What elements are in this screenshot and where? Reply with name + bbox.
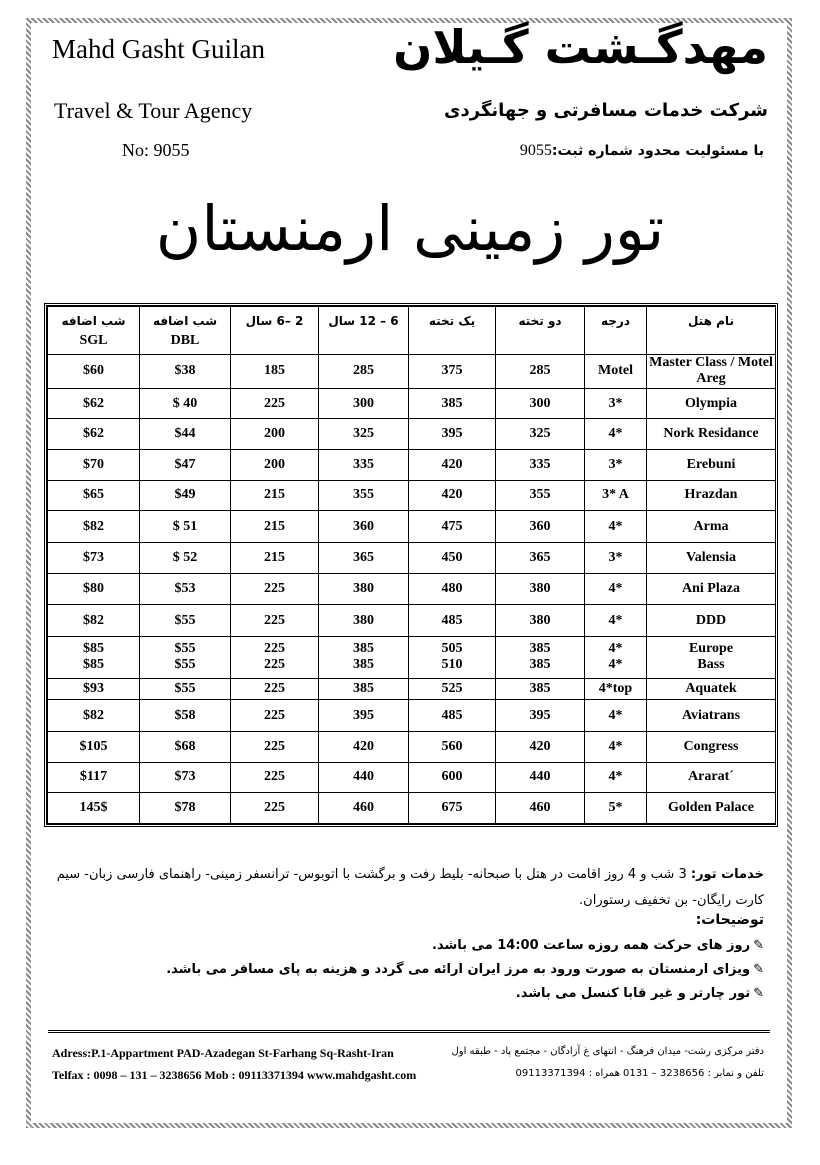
- cell-grade: 3* A: [585, 480, 647, 511]
- cell-child-2-6: 215: [231, 511, 319, 543]
- table-row: [48, 419, 776, 450]
- cell-extra-dbl: $38: [140, 355, 231, 389]
- cell-single: 420: [409, 480, 496, 511]
- cell-grade: 4*top: [585, 678, 647, 699]
- header-grade: درجه: [585, 307, 647, 355]
- bullet-icon: ✎: [753, 986, 764, 1001]
- header-extra-sgl-sub: SGL: [79, 333, 108, 348]
- cell-extra-sgl: $105: [48, 731, 140, 762]
- footer-divider: [48, 1030, 770, 1033]
- cell-child-2-6: 225: [231, 731, 319, 762]
- cell-double: 420: [496, 731, 585, 762]
- cell-extra-dbl: $78: [140, 793, 231, 824]
- cell-single: 395: [409, 419, 496, 450]
- cell-extra-dbl: $47: [140, 450, 231, 481]
- tour-title: تور زمینی ارمنستان: [155, 192, 665, 265]
- bullet-icon: ✎: [753, 962, 764, 977]
- persian-company-name: مهدگـشت گـیلان: [393, 20, 768, 74]
- cell-extra-sgl: $60: [48, 355, 140, 389]
- cell-hotel: Aquatek: [647, 678, 776, 699]
- cell-single: 505 510: [409, 636, 496, 678]
- header-hotel: نام هتل: [647, 307, 776, 355]
- cell-double: 440: [496, 762, 585, 793]
- bullet-icon: ✎: [753, 938, 764, 953]
- persian-address: دفتر مرکزی رشت- میدان فرهنگ - انتهای غ آزادگان - مجتمع پاد - طبقه اول: [451, 1046, 764, 1057]
- cell-child-2-6: 200: [231, 419, 319, 450]
- cell-grade: 4*: [585, 605, 647, 637]
- persian-company-subtitle: شرکت خدمات مسافرتی و جهانگردی: [444, 100, 768, 121]
- cell-single: 480: [409, 573, 496, 605]
- cell-extra-dbl: $44: [140, 419, 231, 450]
- cell-extra-sgl: $82: [48, 511, 140, 543]
- notes-title: توضیحات:: [695, 912, 764, 928]
- cell-extra-dbl: $73: [140, 762, 231, 793]
- note-item: ✎تور چارتر و غیر قابا کنسل می باشد.: [515, 986, 764, 1001]
- cell-hotel: Ararat´: [647, 762, 776, 793]
- header-extra-dbl-label: شب اضافه: [152, 314, 218, 328]
- cell-extra-sgl: $80: [48, 573, 140, 605]
- cell-extra-sgl: 145$: [48, 793, 140, 824]
- cell-double: 385: [496, 678, 585, 699]
- cell-grade: 4* 4*: [585, 636, 647, 678]
- cell-child-6-12: 420: [319, 731, 409, 762]
- table-row: [48, 573, 776, 605]
- cell-grade: 4*: [585, 731, 647, 762]
- cell-child-2-6: 215: [231, 480, 319, 511]
- note-item: ✎روز های حرکت همه روزه ساعت 14:00 می باشد.: [432, 938, 764, 953]
- cell-single: 420: [409, 450, 496, 481]
- table-row: [48, 542, 776, 573]
- cell-hotel: Master Class / Motel Areg: [647, 355, 776, 389]
- cell-hotel: DDD: [647, 605, 776, 637]
- cell-child-6-12: 380: [319, 605, 409, 637]
- persian-contact: تلفن و نمابر : 3238656 – 0131 همراه : 09113371394: [515, 1068, 764, 1079]
- cell-child-6-12: 385 385: [319, 636, 409, 678]
- cell-child-2-6: 225 225: [231, 636, 319, 678]
- cell-grade: 5*: [585, 793, 647, 824]
- table-row: [48, 793, 776, 824]
- services-label: خدمات تور:: [690, 867, 764, 882]
- cell-child-6-12: 360: [319, 511, 409, 543]
- cell-child-6-12: 365: [319, 542, 409, 573]
- table-row: [48, 605, 776, 637]
- table-row: [48, 636, 776, 678]
- cell-child-6-12: 285: [319, 355, 409, 389]
- cell-extra-dbl: $55 $55: [140, 636, 231, 678]
- cell-child-2-6: 225: [231, 573, 319, 605]
- table-row: [48, 511, 776, 543]
- header-extra-sgl-label: شب اضافه: [61, 314, 126, 328]
- cell-extra-sgl: $62: [48, 388, 140, 419]
- services-text: 3 شب و 4 روز اقامت در هتل با صبحانه- بلیط رفت و برگشت با اتوبوس- ترانسفر زمینی- راهنمای فارسی زبان- سیم کارت رایگان- بن تخفیف رستوران.: [56, 867, 764, 908]
- cell-child-2-6: 225: [231, 605, 319, 637]
- cell-extra-sgl: $73: [48, 542, 140, 573]
- cell-extra-sgl: $62: [48, 419, 140, 450]
- price-table: [47, 306, 776, 824]
- cell-grade: 3*: [585, 542, 647, 573]
- cell-hotel: Hrazdan: [647, 480, 776, 511]
- cell-child-2-6: 200: [231, 450, 319, 481]
- english-company-name: Mahd Gasht Guilan: [52, 34, 265, 64]
- cell-extra-sgl: $82: [48, 605, 140, 637]
- english-registration-number: No: 9055: [122, 140, 190, 160]
- cell-hotel: Arma: [647, 511, 776, 543]
- cell-hotel: Ani Plaza: [647, 573, 776, 605]
- cell-hotel: Europe Bass: [647, 636, 776, 678]
- cell-double: 355: [496, 480, 585, 511]
- cell-double: 360: [496, 511, 585, 543]
- cell-extra-dbl: $49: [140, 480, 231, 511]
- table-header-row: [48, 307, 776, 355]
- cell-double: 380: [496, 573, 585, 605]
- cell-grade: 4*: [585, 700, 647, 732]
- price-table-container: [44, 303, 778, 827]
- cell-hotel: Erebuni: [647, 450, 776, 481]
- cell-extra-dbl: $68: [140, 731, 231, 762]
- header-child-6-12: 6 – 12 سال: [319, 307, 409, 355]
- cell-grade: 4*: [585, 511, 647, 543]
- cell-double: 385 385: [496, 636, 585, 678]
- cell-grade: 3*: [585, 450, 647, 481]
- cell-child-2-6: 225: [231, 762, 319, 793]
- cell-single: 485: [409, 700, 496, 732]
- cell-single: 485: [409, 605, 496, 637]
- cell-grade: 3*: [585, 388, 647, 419]
- header-child-2-6: 2 –6 سال: [231, 307, 319, 355]
- cell-child-2-6: 215: [231, 542, 319, 573]
- cell-extra-sgl: $85 $85: [48, 636, 140, 678]
- cell-child-6-12: 385: [319, 678, 409, 699]
- cell-extra-sgl: $65: [48, 480, 140, 511]
- note-item: ✎ویزای ارمنستان به صورت ورود به مرز ایران ارائه می گردد و هزینه به پای مسافر می باشد.: [166, 962, 764, 977]
- cell-hotel: Aviatrans: [647, 700, 776, 732]
- english-agency-subtitle: Travel & Tour Agency: [54, 98, 253, 123]
- cell-single: 675: [409, 793, 496, 824]
- cell-double: 335: [496, 450, 585, 481]
- cell-grade: 4*: [585, 573, 647, 605]
- header-double: دو تخته: [496, 307, 585, 355]
- cell-extra-sgl: $70: [48, 450, 140, 481]
- header-extra-sgl: [48, 307, 140, 355]
- table-row: [48, 678, 776, 699]
- cell-grade: Motel: [585, 355, 647, 389]
- cell-child-2-6: 225: [231, 793, 319, 824]
- cell-child-2-6: 225: [231, 388, 319, 419]
- persian-registration-number: 9055: [519, 142, 552, 159]
- table-row: [48, 450, 776, 481]
- cell-single: 475: [409, 511, 496, 543]
- cell-double: 395: [496, 700, 585, 732]
- cell-child-6-12: 460: [319, 793, 409, 824]
- header-extra-dbl-sub: DBL: [170, 333, 200, 348]
- cell-extra-dbl: $ 40: [140, 388, 231, 419]
- tour-services: [54, 862, 764, 914]
- cell-extra-dbl: $55: [140, 678, 231, 699]
- cell-extra-sgl: $117: [48, 762, 140, 793]
- cell-double: 325: [496, 419, 585, 450]
- cell-child-2-6: 225: [231, 700, 319, 732]
- header-single: یک تخته: [409, 307, 496, 355]
- cell-extra-dbl: $ 52: [140, 542, 231, 573]
- cell-extra-sgl: $93: [48, 678, 140, 699]
- cell-child-6-12: 380: [319, 573, 409, 605]
- cell-child-6-12: 355: [319, 480, 409, 511]
- cell-grade: 4*: [585, 419, 647, 450]
- cell-double: 460: [496, 793, 585, 824]
- cell-extra-dbl: $58: [140, 700, 231, 732]
- table-row: [48, 388, 776, 419]
- cell-double: 380: [496, 605, 585, 637]
- english-address: Adress:P.1-Appartment PAD-Azadegan St-Farhang Sq-Rasht-Iran: [52, 1046, 394, 1060]
- cell-single: 450: [409, 542, 496, 573]
- cell-single: 525: [409, 678, 496, 699]
- persian-registration-label: با مسئولیت محدود شماره ثبت:: [551, 143, 764, 159]
- cell-child-6-12: 440: [319, 762, 409, 793]
- header-extra-dbl: [140, 307, 231, 355]
- table-row: [48, 355, 776, 389]
- cell-child-2-6: 185: [231, 355, 319, 389]
- cell-child-6-12: 300: [319, 388, 409, 419]
- table-row: [48, 731, 776, 762]
- cell-extra-sgl: $82: [48, 700, 140, 732]
- cell-single: 560: [409, 731, 496, 762]
- cell-hotel: Valensia: [647, 542, 776, 573]
- cell-child-6-12: 325: [319, 419, 409, 450]
- cell-hotel: Golden Palace: [647, 793, 776, 824]
- cell-hotel: Nork Residance: [647, 419, 776, 450]
- cell-hotel: Congress: [647, 731, 776, 762]
- table-row: [48, 762, 776, 793]
- cell-single: 600: [409, 762, 496, 793]
- table-row: [48, 700, 776, 732]
- persian-registration: [520, 142, 764, 160]
- cell-hotel: Olympia: [647, 388, 776, 419]
- cell-extra-dbl: $53: [140, 573, 231, 605]
- cell-double: 365: [496, 542, 585, 573]
- cell-grade: 4*: [585, 762, 647, 793]
- cell-extra-dbl: $55: [140, 605, 231, 637]
- cell-single: 385: [409, 388, 496, 419]
- cell-single: 375: [409, 355, 496, 389]
- cell-child-6-12: 335: [319, 450, 409, 481]
- cell-extra-dbl: $ 51: [140, 511, 231, 543]
- table-row: [48, 480, 776, 511]
- cell-child-2-6: 225: [231, 678, 319, 699]
- cell-child-6-12: 395: [319, 700, 409, 732]
- english-contact: Telfax : 0098 – 131 – 3238656 Mob : 09113371394 www.mahdgasht.com: [52, 1068, 417, 1082]
- cell-double: 285: [496, 355, 585, 389]
- cell-double: 300: [496, 388, 585, 419]
